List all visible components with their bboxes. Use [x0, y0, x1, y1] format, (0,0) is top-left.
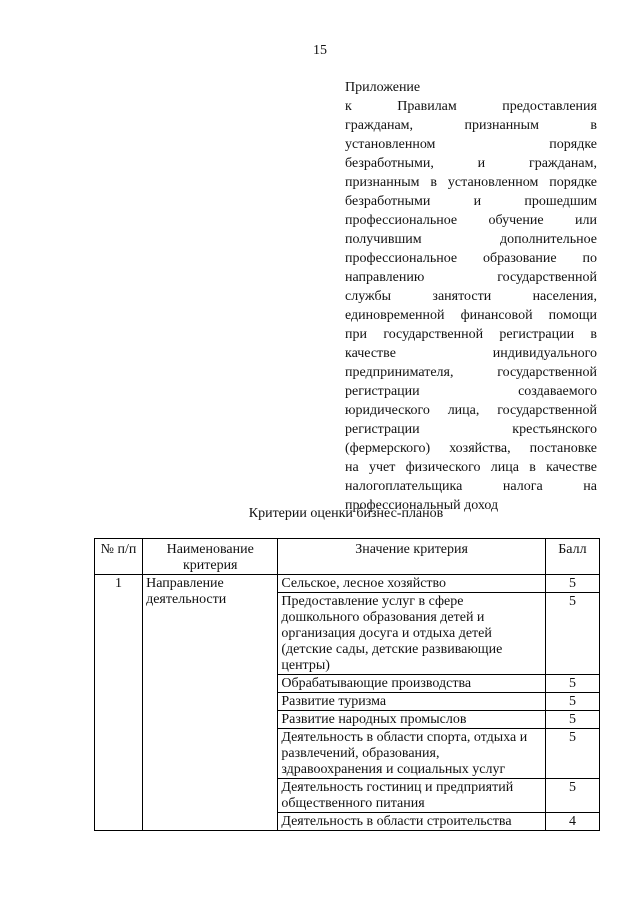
header-num: № п/п [95, 539, 143, 575]
criterion-score: 5 [545, 711, 599, 729]
appendix-line: юридического лица, государственной [345, 403, 597, 418]
appendix-header [345, 78, 597, 515]
document-title: Критерии оценки бизнес-планов [248, 506, 444, 521]
appendix-line: профессиональное обучение или [345, 213, 597, 228]
criterion-value: Сельское, лесное хозяйство [278, 575, 546, 593]
appendix-line: Приложение [345, 80, 421, 95]
table-row [95, 575, 600, 593]
criterion-score: 5 [545, 675, 599, 693]
criterion-score: 5 [545, 575, 599, 593]
header-score: Балл [545, 539, 599, 575]
header-name: Наименование критерия [143, 539, 278, 575]
appendix-line: службы занятости населения, [345, 289, 597, 304]
appendix-line: при государственной регистрации в [345, 327, 597, 342]
appendix-line: направлению государственной [345, 270, 597, 285]
appendix-line: (фермерского) хозяйства, постановке [345, 441, 597, 456]
criterion-score: 5 [545, 693, 599, 711]
criterion-score: 4 [545, 813, 599, 831]
appendix-line: получившим дополнительное [345, 232, 597, 247]
header-value: Значение критерия [278, 539, 546, 575]
criterion-score: 5 [545, 729, 599, 779]
criterion-value: Развитие туризма [278, 693, 546, 711]
appendix-line: качестве индивидуального [345, 346, 597, 361]
criterion-score: 5 [545, 779, 599, 813]
appendix-line: признанным в установленном порядке [345, 175, 597, 190]
criterion-score: 5 [545, 593, 599, 675]
appendix-line: предпринимателя, государственной [345, 365, 597, 380]
criterion-value: Деятельность в области строительства [278, 813, 546, 831]
appendix-line: к Правилам предоставления [345, 99, 597, 114]
appendix-line: безработными, и гражданам, [345, 156, 597, 171]
appendix-line: профессиональное образование по [345, 251, 597, 266]
appendix-line: на учет физического лица в качестве [345, 460, 597, 475]
page-number: 15 [313, 43, 327, 58]
appendix-line: регистрации крестьянского [345, 422, 597, 437]
appendix-line: безработными и прошедшим [345, 194, 597, 209]
criterion-value: Деятельность гостиниц и предприятий общественного питания [278, 779, 546, 813]
criterion-value: Развитие народных промыслов [278, 711, 546, 729]
table-header-row [95, 539, 600, 575]
criterion-value: Деятельность в области спорта, отдыха и развлечений, образования, здравоохранения и социальных услуг [278, 729, 546, 779]
appendix-line: единовременной финансовой помощи [345, 308, 597, 323]
group-name: Направление деятельности [143, 575, 278, 831]
appendix-line: профессиональный доход [345, 498, 499, 513]
criteria-table [94, 538, 600, 831]
appendix-line: налогоплательщика налога на [345, 479, 597, 494]
criterion-value: Обрабатывающие производства [278, 675, 546, 693]
appendix-line: регистрации создаваемого [345, 384, 597, 399]
appendix-line: установленном порядке [345, 137, 597, 152]
appendix-line: гражданам, признанным в [345, 118, 597, 133]
criterion-value: Предоставление услуг в сфере дошкольного образования детей и организация досуга и отдыха детей (детские сады, детские развивающие центры) [278, 593, 546, 675]
group-num: 1 [95, 575, 143, 831]
